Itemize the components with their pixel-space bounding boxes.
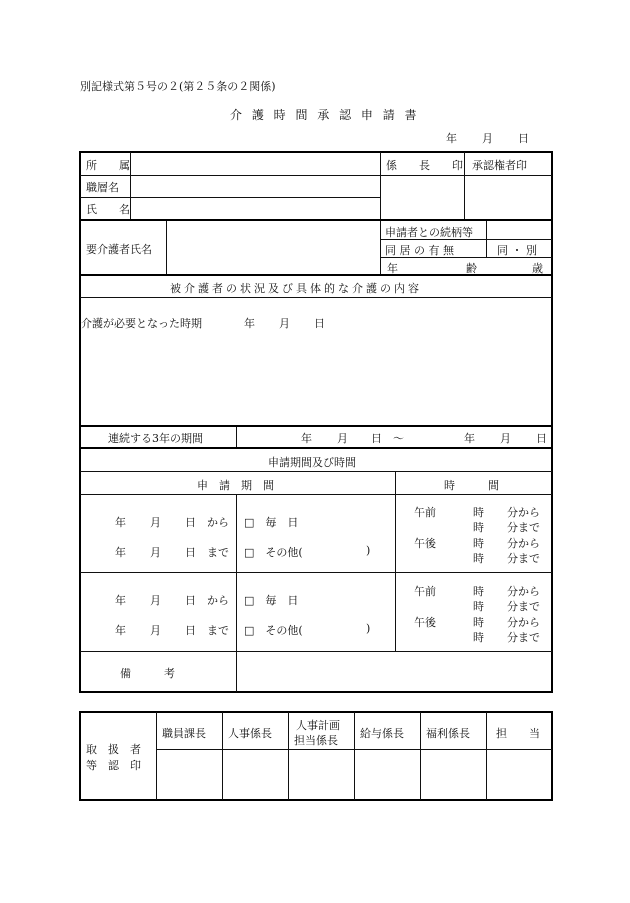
hour-label: 時 <box>473 600 484 613</box>
to-month: 月 <box>150 546 161 559</box>
from-month: 月 <box>150 594 161 607</box>
hour-label: 時 <box>473 506 484 519</box>
hour-label: 時 <box>473 585 484 598</box>
from-suffix: から <box>207 516 229 529</box>
remarks-label: 備 考 <box>120 667 175 680</box>
label-age-unit: 齢 <box>466 262 477 275</box>
approval-left-label: 取 扱 者 <box>86 743 141 756</box>
other-close-paren: ) <box>366 544 371 557</box>
to-year: 年 <box>115 546 126 559</box>
from-month: 月 <box>150 516 161 529</box>
to-suffix: まで <box>207 546 229 559</box>
label-kakaricho-in: 係 長 印 <box>386 159 463 172</box>
needed-day: 日 <box>314 317 325 330</box>
to-day: 日 <box>185 624 196 637</box>
period-header: 申 請 期 間 <box>197 479 274 492</box>
situation-heading: 被介護者の状況及び具体的な介護の内容 <box>170 282 422 295</box>
label-needed-since: 介護が必要となった時期 <box>81 317 202 330</box>
approval-col-jinji: 人事係長 <box>228 727 272 740</box>
hour-label: 時 <box>473 631 484 644</box>
to-suffix: まで <box>207 624 229 637</box>
hour-label: 時 <box>473 552 484 565</box>
period3-month1: 月 <box>337 432 348 445</box>
date-day: 日 <box>518 132 529 145</box>
from-year: 年 <box>115 516 126 529</box>
request-heading: 申請期間及び時間 <box>268 456 356 469</box>
cohabit-value: 同 ・ 別 <box>497 244 537 257</box>
other-checkbox[interactable]: □ その他( <box>244 624 303 637</box>
period3-day1: 日 <box>371 432 382 445</box>
approval-col-keikaku: 人事計画 <box>296 719 340 732</box>
label-care-recipient-name: 要介護者氏名 <box>86 243 152 256</box>
period3-year1: 年 <box>301 432 312 445</box>
label-shozoku: 所 属 <box>86 159 130 172</box>
period3-month2: 月 <box>500 432 511 445</box>
form-title: 介 護 時 間 承 認 申 請 書 <box>230 108 420 122</box>
from-minute-label: 分から <box>507 585 540 598</box>
am-label: 午前 <box>414 506 436 519</box>
from-day: 日 <box>185 594 196 607</box>
to-minute-label: 分まで <box>507 600 540 613</box>
to-day: 日 <box>185 546 196 559</box>
hour-label: 時 <box>473 537 484 550</box>
age-suffix: 歳 <box>532 262 543 275</box>
needed-month: 月 <box>279 317 290 330</box>
hour-label: 時 <box>473 616 484 629</box>
other-checkbox[interactable]: □ その他( <box>244 546 303 559</box>
label-age: 年 <box>387 262 398 275</box>
period3-day2: 日 <box>536 432 547 445</box>
time-header: 時 間 <box>444 479 499 492</box>
daily-checkbox[interactable]: □ 毎 日 <box>244 516 299 529</box>
approval-col-tanto: 担 当 <box>496 727 540 740</box>
approval-col-keikaku: 担当係長 <box>294 734 338 747</box>
pm-label: 午後 <box>414 616 436 629</box>
from-year: 年 <box>115 594 126 607</box>
to-month: 月 <box>150 624 161 637</box>
pm-label: 午後 <box>414 537 436 550</box>
label-relation: 申請者との続柄等 <box>385 226 473 239</box>
to-minute-label: 分まで <box>507 552 540 565</box>
period3-tilde: 〜 <box>393 432 404 445</box>
hour-label: 時 <box>473 521 484 534</box>
approval-col-fukuri: 福利係長 <box>426 727 470 740</box>
needed-year: 年 <box>244 317 255 330</box>
to-year: 年 <box>115 624 126 637</box>
from-minute-label: 分から <box>507 616 540 629</box>
label-shimei: 氏 名 <box>86 203 130 216</box>
approval-left-label: 等 認 印 <box>86 759 141 772</box>
label-cohabit: 同 居 の 有 無 <box>385 244 454 257</box>
label-period3: 連続する3年の期間 <box>108 432 203 445</box>
other-close-paren: ) <box>366 622 371 635</box>
label-shoninsha-in: 承認権者印 <box>472 159 527 172</box>
to-minute-label: 分まで <box>507 521 540 534</box>
date-year: 年 <box>446 132 457 145</box>
period3-year2: 年 <box>464 432 475 445</box>
date-month: 月 <box>482 132 493 145</box>
label-shokukai: 職層名 <box>86 181 119 194</box>
from-minute-label: 分から <box>507 506 540 519</box>
from-day: 日 <box>185 516 196 529</box>
am-label: 午前 <box>414 585 436 598</box>
to-minute-label: 分まで <box>507 631 540 644</box>
from-minute-label: 分から <box>507 537 540 550</box>
approval-col-kyuyo: 給与係長 <box>360 727 404 740</box>
approval-col-shokuin: 職員課長 <box>162 727 206 740</box>
form-number: 別記様式第５号の２(第２５条の２関係) <box>80 80 276 93</box>
from-suffix: から <box>207 594 229 607</box>
daily-checkbox[interactable]: □ 毎 日 <box>244 594 299 607</box>
